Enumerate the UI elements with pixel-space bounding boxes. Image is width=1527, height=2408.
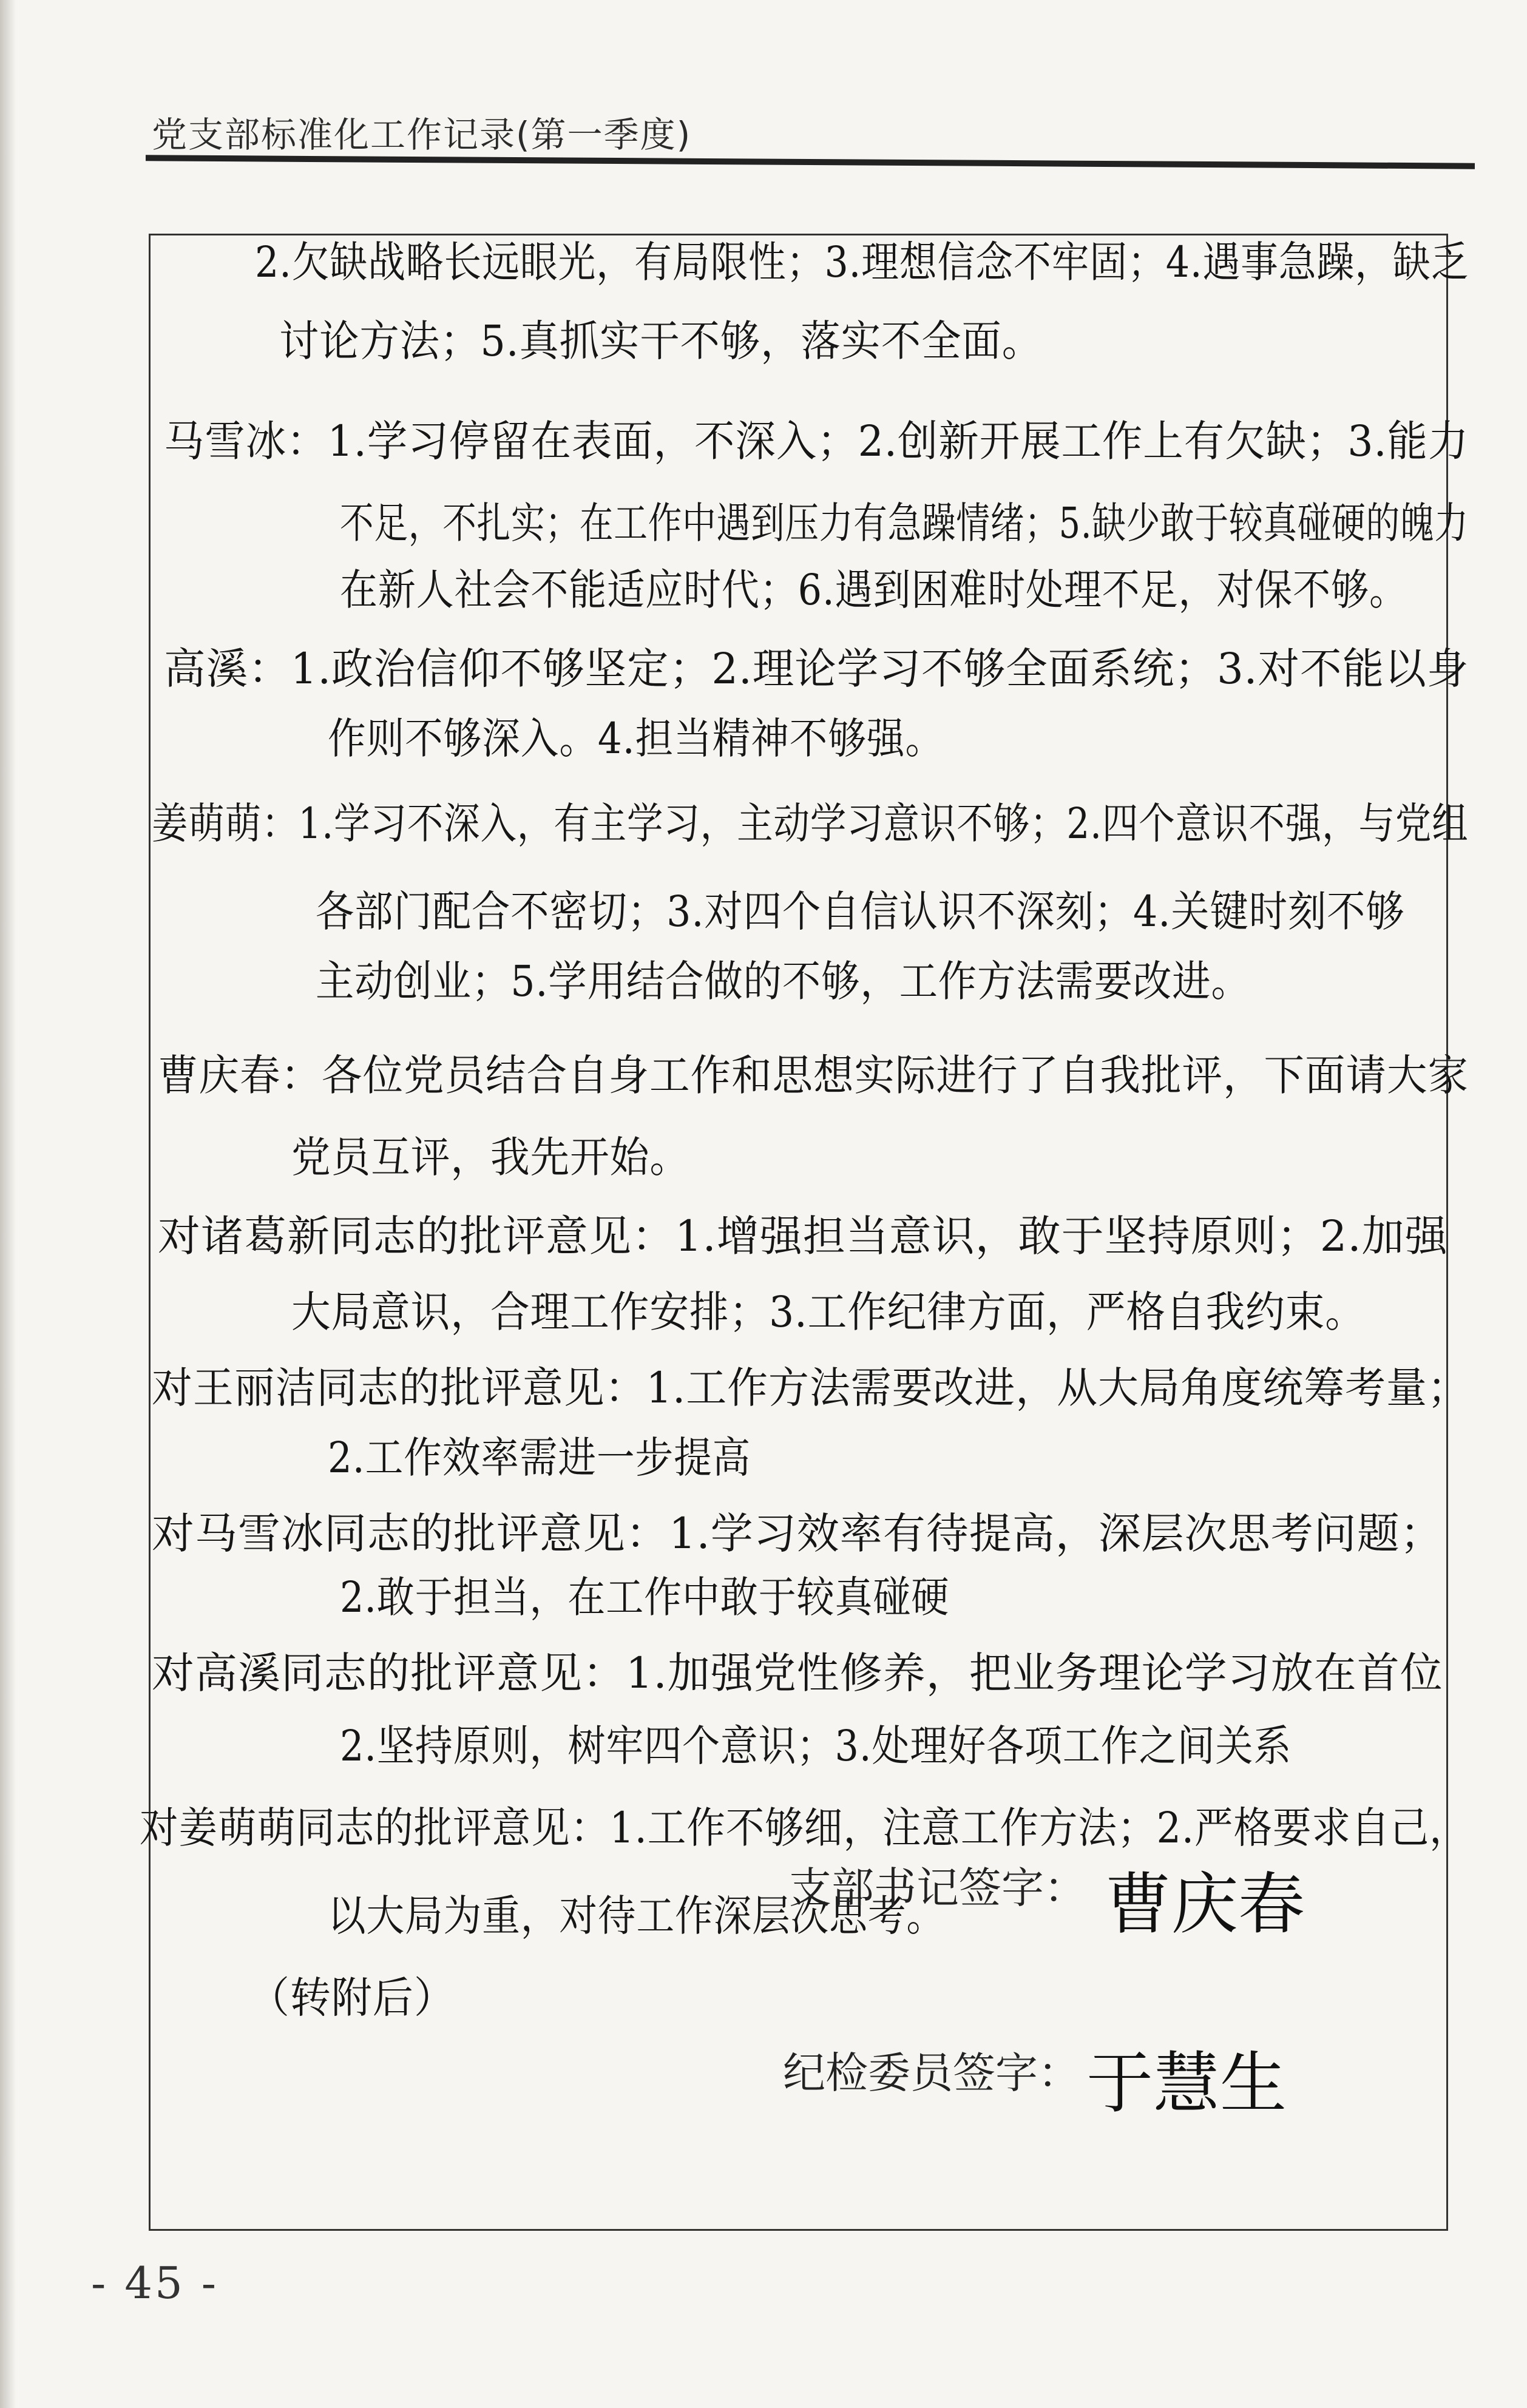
handwritten-line: 党员互评，我先开始。	[291, 1132, 689, 1182]
handwritten-line: 姜萌萌：1.学习不深入，有主学习，主动学习意识不够；2.四个意识不强，与党组	[152, 799, 1469, 848]
handwritten-line: 2.坚持原则，树牢四个意识；3.处理好各项工作之间关系	[340, 1721, 1292, 1771]
handwritten-line: 各部门配合不密切；3.对四个自信认识不深刻；4.关键时刻不够	[316, 887, 1405, 936]
handwritten-line: 在新人社会不能适应时代；6.遇到困难时处理不足，对保不够。	[340, 565, 1407, 615]
page-header-title: 党支部标准化工作记录(第一季度)	[152, 114, 692, 155]
handwritten-line: 对诸葛新同志的批评意见：1.增强担当意识，敢于坚持原则；2.加强	[158, 1211, 1448, 1261]
handwritten-line: 高溪：1.政治信仰不够坚定；2.理论学习不够全面系统；3.对不能以身	[164, 644, 1469, 694]
handwritten-line: 大局意识，合理工作安排；3.工作纪律方面，严格自我约束。	[291, 1287, 1365, 1337]
handwritten-line: 讨论方法；5.真抓实干不够，落实不全面。	[279, 316, 1043, 366]
handwritten-line: 以大局为重，对待工作深层次思考。	[328, 1891, 945, 1941]
handwritten-line: 对高溪同志的批评意见：1.加强党性修养，把业务理论学习放在首位	[152, 1648, 1443, 1698]
handwritten-line: 2.敢于担当，在工作中敢于较真碰硬	[340, 1572, 950, 1622]
page-edge-shadow	[0, 0, 16, 2408]
handwritten-line: 曹庆春：各位党员结合自身工作和思想实际进行了自我批评，下面请大家	[158, 1050, 1469, 1100]
handwritten-line: 不足，不扎实；在工作中遇到压力有急躁情绪；5.缺少敢于较真碰硬的魄力	[340, 498, 1469, 548]
discipline-signature-label: 纪检委员签字：	[783, 2048, 1080, 2098]
secretary-signature: 曹庆春	[1105, 1865, 1305, 1943]
handwritten-line: 作则不够深入。4.担当精神不够强。	[328, 714, 944, 763]
handwritten-line: 对姜萌萌同志的批评意见：1.工作不够细，注意工作方法；2.严格要求自己，	[140, 1803, 1469, 1853]
handwritten-line: 2.工作效率需进一步提高	[328, 1433, 751, 1483]
handwritten-line: 马雪冰：1.学习停留在表面，不深入；2.创新开展工作上有欠缺；3.能力	[164, 416, 1469, 466]
header-rule	[146, 155, 1475, 169]
handwritten-line: 2.欠缺战略长远眼光，有局限性；3.理想信念不牢固；4.遇事急躁，缺乏	[255, 237, 1469, 287]
secretary-signature-label: 支部书记签字：	[789, 1863, 1086, 1913]
handwritten-line: 对马雪冰同志的批评意见：1.学习效率有待提高，深层次思考问题；	[152, 1509, 1443, 1558]
discipline-signature: 于慧生	[1086, 2044, 1287, 2122]
transfer-note: （转附后）	[249, 1973, 455, 2023]
page-number: - 45 -	[91, 2258, 219, 2308]
handwritten-line: 主动创业；5.学用结合做的不够，工作方法需要改进。	[316, 956, 1250, 1006]
handwritten-line: 对王丽洁同志的批评意见：1.工作方法需要改进，从大局角度统筹考量；	[152, 1363, 1469, 1413]
